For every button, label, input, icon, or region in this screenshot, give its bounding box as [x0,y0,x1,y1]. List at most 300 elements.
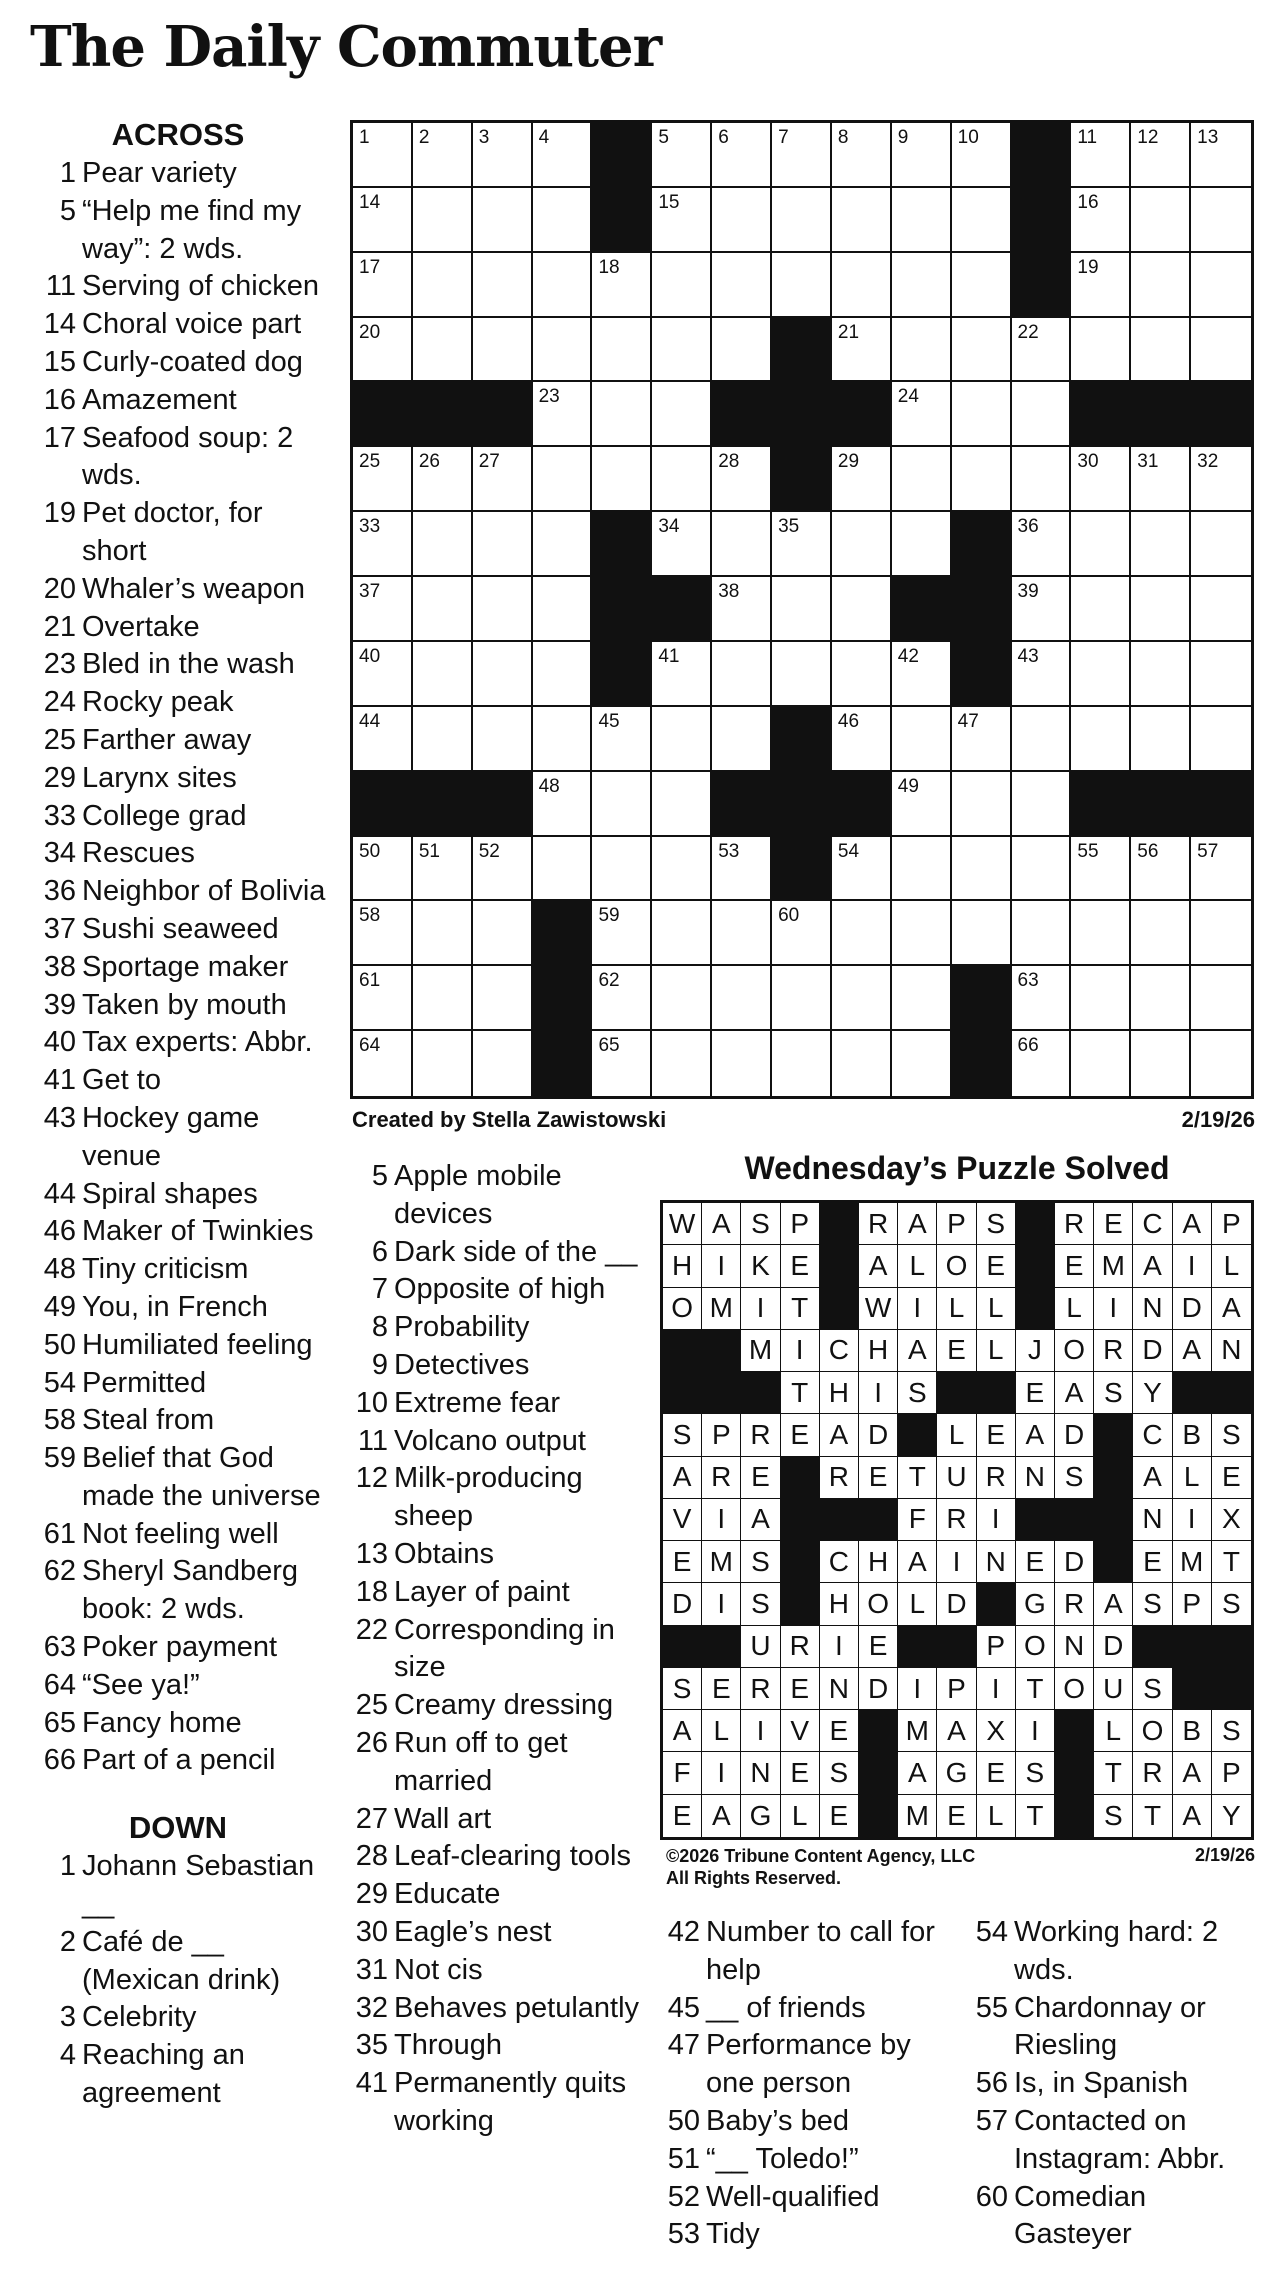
clue-text: Sheryl Sandberg book: 2 wds. [82,1555,299,1626]
solution-letter: O [937,1245,976,1287]
grid-cell [772,966,832,1031]
grid-cell [413,253,473,318]
solution-black-square [820,1245,859,1287]
solution-letter: L [781,1795,820,1837]
clue-text: Leaf-clearing tools [394,1840,631,1873]
solution-letter: S [1212,1710,1251,1752]
clue-number: 44 [43,1177,76,1210]
grid-cell [712,188,772,253]
solution-letter: S [663,1414,702,1456]
grid-cell [353,318,413,383]
solution-letter: R [1055,1583,1094,1625]
clue-text: Tiny criticism [82,1253,249,1286]
solution-letter: I [1173,1245,1212,1287]
solution-black-square [937,1372,976,1414]
grid-cell [1191,642,1251,707]
grid-cell [592,253,652,318]
grid-cell [413,577,473,642]
grid-cell [892,772,952,837]
grid-cell [592,382,652,447]
cell-number: 6 [718,127,729,148]
solution-letter: M [702,1541,741,1583]
solved-grid-cells [663,1203,1251,1837]
grid-cell [592,318,652,383]
grid-cell [1012,318,1072,383]
down-clue-list-d [960,1914,1260,2254]
cell-number: 4 [538,127,550,148]
solution-letter: R [1133,1752,1172,1794]
solution-letter: A [663,1457,702,1499]
clue-item [340,1725,640,1801]
solution-letter: L [1094,1710,1133,1752]
grid-cell [1131,642,1191,707]
clue-item [28,1365,328,1403]
black-square [1012,253,1072,318]
grid-cell [892,642,952,707]
grid-cell [1071,577,1131,642]
solution-black-square [937,1626,976,1668]
solution-letter: R [977,1457,1016,1499]
solution-letter: L [1055,1288,1094,1330]
grid-cell [473,642,533,707]
clue-item [652,1914,952,1990]
solution-letter: H [820,1372,859,1414]
solution-black-square [702,1330,741,1372]
grid-cell [353,188,413,253]
black-square [652,577,712,642]
clue-number: 63 [43,1631,76,1664]
grid-cell [652,642,712,707]
clue-text: Pear variety [82,157,237,189]
clue-item [652,2103,952,2141]
grid-cell [652,837,712,902]
black-square [772,382,832,447]
black-square [473,382,533,447]
down-clue-list-c [652,1914,952,2254]
clue-text: Through [394,2029,503,2062]
cell-number: 11 [1077,127,1098,148]
cell-number: 58 [359,905,381,927]
clue-text: Extreme fear [394,1386,560,1419]
solution-letter: A [1133,1457,1172,1499]
solution-letter: E [1094,1203,1133,1245]
black-square [712,382,772,447]
black-square [1131,382,1191,447]
black-square [413,382,473,447]
grid-cell [1191,318,1251,383]
clue-text: Chardonnay or Riesling [1014,1991,1206,2062]
cell-number: 9 [897,127,909,148]
solution-letter: A [663,1710,702,1752]
solution-letter: E [1133,1541,1172,1583]
grid-cell [1131,253,1191,318]
clue-text: Fancy home [82,1706,242,1739]
clue-number: 1 [59,1850,76,1883]
solution-letter: I [741,1710,780,1752]
clue-number: 10 [355,1386,388,1419]
solution-letter: O [1055,1330,1094,1372]
clue-text: Baby’s bed [706,2104,849,2137]
solution-letter: V [663,1499,702,1541]
grid-cell [1191,1031,1251,1096]
grid-cell [592,707,652,772]
cell-number: 40 [359,645,381,667]
cell-number: 23 [538,386,560,408]
black-square [1191,772,1251,837]
clue-item [28,646,328,684]
solution-letter: M [741,1330,780,1372]
cell-number: 42 [897,645,919,667]
clue-item [28,609,328,647]
solution-letter: D [1055,1414,1094,1456]
cell-number: 53 [718,840,740,862]
solution-letter: L [977,1330,1016,1372]
solution-letter: U [1094,1668,1133,1710]
solution-letter: A [898,1203,937,1245]
solution-letter: F [663,1752,702,1794]
solution-letter: T [1212,1541,1251,1583]
clue-text: Permitted [82,1366,207,1399]
grid-cell [473,123,533,188]
solution-letter: S [1212,1414,1251,1456]
solution-letter: A [898,1752,937,1794]
clue-item [28,1402,328,1440]
black-square [413,772,473,837]
solution-letter: A [859,1245,898,1287]
clue-item [340,1687,640,1725]
grid-cell [1131,123,1191,188]
cell-number: 46 [837,710,860,732]
grid-cell [353,707,413,772]
clue-number: 42 [667,1916,700,1948]
grid-cell [1191,188,1251,253]
clue-number: 28 [355,1840,388,1873]
clue-text: Rocky peak [82,686,234,719]
clue-number: 55 [975,1991,1008,2024]
solution-letter: I [977,1668,1016,1710]
solution-black-square [663,1626,702,1668]
solution-black-square [1173,1668,1212,1710]
clue-text: Milk-producing sheep [394,1462,583,1533]
grid-cell [413,901,473,966]
clue-number: 25 [43,723,76,756]
clue-number: 6 [371,1235,388,1268]
clue-text: Taken by mouth [82,988,287,1021]
cell-number: 47 [957,710,979,732]
solution-letter: E [977,1245,1016,1287]
solution-letter: T [1094,1752,1133,1794]
cell-number: 37 [359,581,381,603]
grid-cell [473,837,533,902]
clue-number: 20 [43,572,76,605]
clue-item [340,1914,640,1952]
grid-cell [592,966,652,1031]
clue-number: 41 [355,2067,388,2100]
grid-cell [712,318,772,383]
clue-number: 26 [355,1726,388,1759]
black-square [1191,382,1251,447]
grid-cell [1071,318,1131,383]
solution-letter: T [781,1372,820,1414]
solution-letter: A [1173,1752,1212,1794]
grid-cell [1071,123,1131,188]
grid-cell [892,837,952,902]
grid-cell [712,447,772,512]
solution-letter: R [820,1457,859,1499]
solution-letter: E [781,1245,820,1287]
clue-item [652,2141,952,2179]
grid-cell [652,188,712,253]
solution-letter: A [1055,1372,1094,1414]
solution-letter: L [898,1245,937,1287]
clue-item [28,193,328,269]
solution-black-square [820,1288,859,1330]
grid-cell [952,901,1012,966]
solution-letter: M [898,1795,937,1837]
clue-number: 30 [355,1915,388,1948]
solution-letter: E [977,1414,1016,1456]
black-square [772,318,832,383]
clue-item [652,2179,952,2217]
clue-item [28,1999,328,2037]
grid-cell [1131,318,1191,383]
grid-cell [473,188,533,253]
grid-cell [832,642,892,707]
copyright-line-2: All Rights Reserved. [666,1868,842,1888]
clue-item [340,1876,640,1914]
cell-number: 34 [658,516,680,538]
solution-letter: T [1133,1795,1172,1837]
solution-letter: I [898,1288,937,1330]
clue-number: 59 [43,1442,76,1475]
solution-black-square [702,1626,741,1668]
clue-item [340,1423,640,1461]
clue-item [960,1914,1260,1990]
clue-item [340,1271,640,1309]
solution-letter: A [937,1710,976,1752]
grid-cell [712,707,772,772]
clue-item [340,1460,640,1536]
grid-cell [1071,966,1131,1031]
clue-text: Pet doctor, for short [82,497,263,567]
solution-black-square [1016,1499,1055,1541]
clue-number: 21 [43,610,76,643]
clue-item [340,1536,640,1574]
clue-number: 61 [43,1517,76,1550]
clue-text: You, in French [82,1290,268,1323]
clue-text: Volcano output [394,1424,586,1457]
grid-cell [892,253,952,318]
clue-text: Wall art [394,1802,492,1835]
solution-letter: M [702,1288,741,1330]
grid-cell [772,642,832,707]
crossword-grid-cells [353,123,1251,1096]
clue-number: 43 [43,1101,76,1134]
solution-letter: E [859,1626,898,1668]
clue-item [340,1347,640,1385]
clue-text: “Help me find my way”: 2 wds. [82,194,302,265]
clue-text: Corresponding in size [394,1613,615,1684]
grid-cell [712,123,772,188]
clue-item [28,1251,328,1289]
solution-letter: B [1173,1710,1212,1752]
grid-cell [533,512,593,577]
cell-number: 51 [418,840,440,862]
page-title: The Daily Commuter [30,14,662,80]
clue-item [28,1289,328,1327]
grid-cell [413,318,473,383]
solution-letter: Y [1222,1799,1241,1831]
solution-letter: N [741,1752,780,1794]
grid-cell [413,447,473,512]
grid-cell [1012,901,1072,966]
grid-cell [832,901,892,966]
grid-cell [1071,901,1131,966]
clue-text: Not feeling well [82,1517,279,1550]
clue-item [960,2103,1260,2179]
solution-letter: L [937,1288,976,1330]
cell-number: 12 [1137,127,1159,148]
solution-letter: E [820,1710,859,1752]
black-square [533,966,593,1031]
cell-number: 35 [778,516,800,538]
grid-cell [772,123,832,188]
grid-cell [772,577,832,642]
grid-cell [952,447,1012,512]
clue-item [28,268,328,306]
black-square [772,447,832,512]
solution-black-square [820,1203,859,1245]
clue-number: 62 [43,1555,76,1588]
solution-letter: I [781,1330,820,1372]
grid-cell [1012,577,1072,642]
solution-letter: G [1016,1583,1055,1625]
solution-letter: C [820,1330,859,1372]
grid-cell [712,253,772,318]
clue-number: 13 [355,1537,388,1570]
solution-letter: E [937,1795,976,1837]
solution-letter: R [1094,1330,1133,1372]
clue-item [960,2065,1260,2103]
grid-cell [892,188,952,253]
grid-cell [712,577,772,642]
down-clue-list-a [28,1848,328,2113]
clue-text: Sushi seaweed [82,912,279,945]
grid-cell [952,707,1012,772]
grid-cell [1191,123,1251,188]
grid-cell [1071,837,1131,902]
grid-cell [892,512,952,577]
grid-cell [1131,901,1191,966]
solution-letter: N [1212,1330,1251,1372]
grid-cell [533,188,593,253]
black-square [353,382,413,447]
solution-letter: F [898,1499,937,1541]
clue-text: __ of friends [706,1991,866,2024]
black-square [533,901,593,966]
cell-number: 39 [1017,581,1039,603]
clue-number: 9 [371,1348,388,1381]
clue-text: Tidy [706,2218,760,2251]
solution-black-square [820,1499,859,1541]
cell-number: 45 [598,710,620,732]
grid-cell [533,447,593,512]
clue-number: 15 [43,345,76,378]
clue-text: Probability [394,1311,530,1344]
clue-item [28,1516,328,1554]
solution-letter: A [702,1795,741,1837]
solution-letter: S [1133,1668,1172,1710]
grid-cell [772,188,832,253]
grid-cell [712,642,772,707]
clue-number: 19 [43,497,76,530]
clue-item [28,420,328,496]
clue-number: 17 [43,421,76,454]
grid-cell [413,512,473,577]
grid-cell [892,123,952,188]
clue-number: 56 [975,2067,1008,2100]
solution-black-square [1055,1710,1094,1752]
solution-letter: A [1173,1330,1212,1372]
clue-number: 29 [355,1878,388,1911]
solution-letter: P [1173,1583,1212,1625]
clue-item [28,1924,328,2000]
clue-text: Permanently quits working [394,2067,627,2137]
solution-black-square [977,1372,1016,1414]
solution-letter: I [1094,1288,1133,1330]
clue-text: Performance by one person [706,2029,911,2100]
grid-cell [832,512,892,577]
clue-text: Maker of Twinkies [82,1215,314,1248]
clue-text: College grad [82,799,247,832]
cell-number: 5 [658,127,669,148]
grid-cell [592,1031,652,1096]
cell-number: 16 [1077,191,1099,213]
solution-letter: S [1094,1795,1133,1837]
solution-letter: D [1094,1626,1133,1668]
grid-cell [413,123,473,188]
solution-black-square [1016,1245,1055,1287]
clue-item [28,1024,328,1062]
clue-item [28,911,328,949]
clue-number: 58 [43,1404,76,1437]
solution-letter: A [1094,1583,1133,1625]
cell-number: 14 [359,191,381,213]
cell-number: 43 [1017,645,1039,667]
clue-text: Celebrity [82,2001,197,2034]
clue-item [28,495,328,571]
grid-cell [353,253,413,318]
clue-text: Run off to get married [394,1726,568,1797]
clue-item [28,835,328,873]
clue-text: Well-qualified [706,2180,880,2213]
solution-letter: N [820,1668,859,1710]
grid-cell [832,123,892,188]
clue-number: 51 [667,2142,700,2175]
grid-cell [473,447,533,512]
down-heading: DOWN [128,1810,228,1846]
solution-letter: T [898,1457,937,1499]
clue-text: Poker payment [82,1631,278,1664]
solution-black-square [663,1372,702,1414]
grid-cell [473,707,533,772]
cell-number: 18 [598,256,620,278]
grid-cell [413,837,473,902]
cell-number: 1 [359,127,370,148]
clue-text: Spiral shapes [82,1177,258,1210]
clue-number: 66 [43,1744,76,1777]
solution-letter: D [1133,1330,1172,1372]
